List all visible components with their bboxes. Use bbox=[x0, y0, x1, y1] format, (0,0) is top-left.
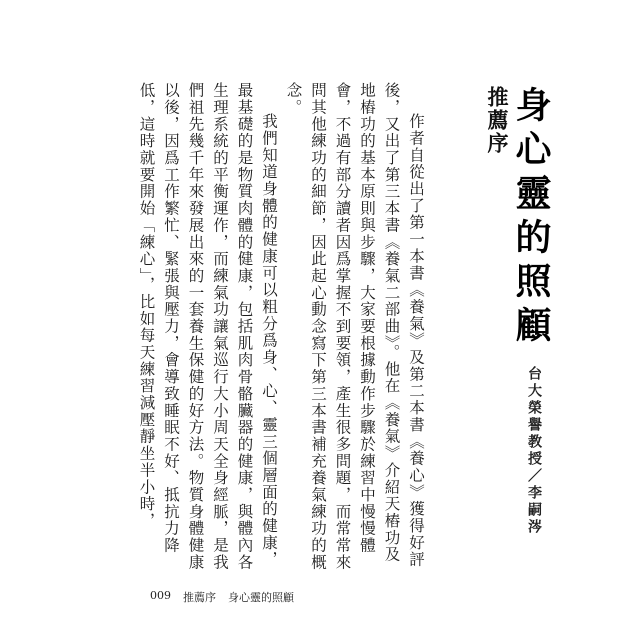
paragraph-2: 我們知道身體的健康可以粗分爲身、心、靈三個層面的健康，最基礎的是物質肉體的健康，包括肌肉骨骼臟器的健康，與體內各生理系統的平衡運作，而練氣功讓氣巡行大小周天全身經脈，是我們祖先幾千年來發展出來的一套養生保健的好方法。物質身體健康以後，因爲工作繁忙、緊張與壓力，會導致睡眠不好、抵抗力降低，這時就要開始「練心」，比如每天練習減壓靜坐半小時， bbox=[137, 82, 278, 571]
footer-title: 身心靈的照顧 bbox=[228, 591, 294, 604]
author-byline: 台大榮譽教授／李嗣涔 bbox=[526, 366, 542, 536]
page-footer bbox=[150, 589, 294, 605]
page-number: 009 bbox=[150, 589, 171, 602]
paragraph-1: 作者自從出了第一本書《養氣》及第二本書《養心》獲得好評後，又出了第三本書《養氣二部曲》。他在《養氣》介紹天樁功及地樁功的基本原則與步驟，大家要根據動作步驟於練習中慢慢體會，不過有部分讀者因爲掌握不到要領，產生很多問題，而常常來問其他練功的細節，因此起心動念寫下第三本書補充養氣練功的概念。 bbox=[284, 82, 425, 571]
footer-section: 推薦序 bbox=[183, 591, 216, 604]
section-label: 推薦序 bbox=[485, 86, 509, 155]
body-text bbox=[137, 82, 428, 579]
page-title: 身心靈的照顧 bbox=[510, 86, 551, 350]
